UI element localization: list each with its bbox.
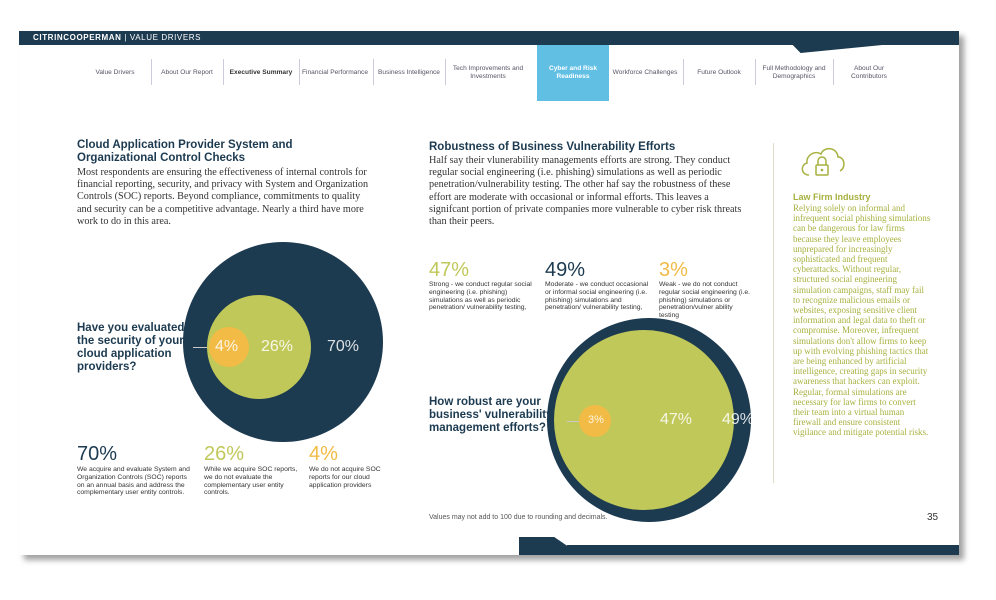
stat-desc-3: Weak - we do not conduct regular social engineering (i.e. phishing) simulations or penetration/vulner ability testing: [659, 281, 751, 320]
sidebar-title: Law Firm Industry: [793, 192, 871, 202]
nav-about-contributors[interactable]: About Our Contributors: [851, 65, 887, 80]
stat-desc-70: We acquire and evaluate System and Organization Controls (SOC) reports on an annual basis and address the complementary user entity controls.: [77, 466, 190, 497]
report-page: [19, 31, 959, 555]
footnote: Values may not add to 100 due to rounding and decimals.: [429, 514, 608, 521]
bubble-label-47: 47%: [660, 411, 693, 428]
stat-value-47: 47%: [429, 259, 470, 281]
nav-full-methodology[interactable]: Full Methodology and Demographics: [762, 65, 826, 80]
stat-desc-49: Moderate - we conduct occasional or informal social engineering (i.e. phishing) simulations and penetration/ vulnerability testing,: [545, 281, 649, 312]
stat-desc-47: Strong - we conduct regular social engineering (i.e. phishing) simulations as well as periodic penetration/ vulnerability testing,: [429, 281, 532, 312]
stat-desc-4: We do not acquire SOC reports for our cloud application providers: [309, 466, 381, 489]
nav-tech-improvements[interactable]: Tech Improvements and Investments: [452, 65, 524, 80]
stat-value-49: 49%: [545, 259, 586, 281]
bubble-label-49: 49%: [722, 411, 755, 428]
nav-cyber-risk[interactable]: Cyber and Risk Readiness: [537, 45, 609, 101]
cloud-lock-icon: [797, 141, 847, 185]
nav-value-drivers[interactable]: Value Drivers: [95, 69, 135, 76]
brand-name: CITRINCOOPERMAN: [33, 33, 122, 42]
left-question: Have you evaluated the security of your cloud application providers?: [77, 322, 185, 373]
nav-business-intelligence[interactable]: Business Intelligence: [378, 69, 440, 76]
footer-bar: [567, 545, 959, 555]
section-name: | VALUE DRIVERS: [124, 33, 202, 42]
sidebar-divider: [773, 143, 774, 483]
sidebar-body: Relying solely on informal and infrequent social phishing simulations can be dangerous for law firms because they leave employees unprepared for increasingly sophisticated and frequent cyberattacks. Without regular, structured social engineering simulation campaigns, staff may fail to recognize malicious emails or websites, exposing sensitive client information and legal data to theft or compromise. Moreover, infrequent simulations don't allow firms to keep up with evolving phishing tactics that are being enhanced by artificial intelligence, creating gaps in security awareness that hackers can exploit. Regular, formal simulations are necessary for law firms to convert their team into a virtual human firewall and ensure consistent vigilance and mitigate potential risks.: [793, 203, 931, 438]
page-number: 35: [927, 512, 939, 523]
nav-future-outlook[interactable]: Future Outlook: [697, 69, 741, 76]
nav-about-report[interactable]: About Our Report: [161, 69, 213, 76]
nav-workforce-challenges[interactable]: Workforce Challenges: [612, 69, 678, 76]
stat-value-70: 70%: [77, 443, 118, 465]
stat-value-26: 26%: [204, 443, 245, 465]
question-connector: [567, 421, 579, 422]
mid-question: How robust are your business' vulnerability management efforts?: [429, 396, 553, 434]
mid-section-body: Half say their vlunerability managements efforts are strong. They conduct regular social engineering (i.e. phishing) simulations as well as periodic penetration/vulnerability testing. The other haf say the robustness of these effort are moderate with occasional or informal efforts. This leaves a signifcant portion of private companies more vulnerable to cyber risk threats than their peers.: [429, 155, 742, 228]
stat-desc-26: While we acquire SOC reports, we do not evaluate the complementary user entity controls.: [204, 466, 298, 497]
bubble-label-70: 70%: [327, 338, 360, 355]
stat-value-4: 4%: [309, 443, 338, 465]
nav-executive-summary[interactable]: Executive Summary: [229, 69, 293, 76]
nav-financial-performance[interactable]: Financial Performance: [302, 69, 368, 76]
bubble-label-4: 4%: [215, 338, 239, 355]
left-section-body: Most respondents are ensuring the effectiveness of internal controls for financial reporting, security, and privacy with System and Organization Controls (SOC) reports. Beyond compliance, commitments to quality and security can be a competitive advantage. Nearly a third have more work to do in this area.: [77, 167, 369, 227]
bubble-label-3: 3%: [588, 414, 604, 426]
bubble-label-26: 26%: [261, 338, 294, 355]
question-connector: [193, 347, 207, 348]
left-section-title: Cloud Application Provider System and Organizational Control Checks: [77, 139, 293, 164]
stat-value-3: 3%: [659, 259, 688, 281]
mid-section-title: Robustness of Business Vulnerability Efforts: [429, 141, 676, 153]
